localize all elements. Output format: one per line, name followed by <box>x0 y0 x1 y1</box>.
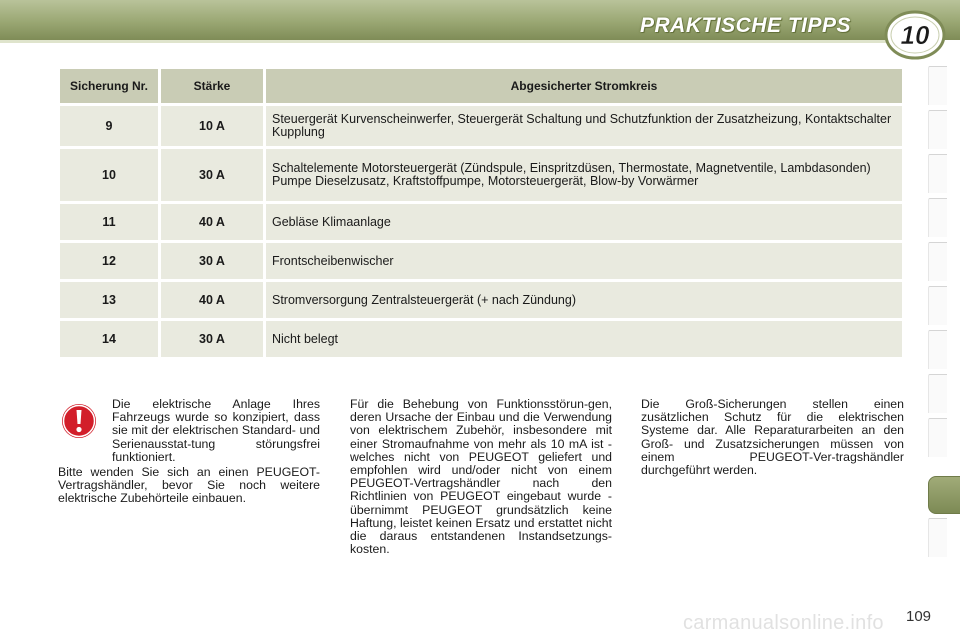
chapter-title: PRAKTISCHE TIPPS <box>640 14 852 37</box>
chapter-tab[interactable] <box>928 66 947 105</box>
col-fuse-number: Sicherung Nr. <box>60 69 158 103</box>
fuse-rating: 30 A <box>161 243 263 279</box>
col-rating: Stärke <box>161 69 263 103</box>
fuse-circuit: Steuergerät Kurvenscheinwerfer, Steuergerät Schaltung und Schutzfunktion der Zusatzheizung, Kontaktschalter Kupplung <box>266 106 902 146</box>
chapter-number: 10 <box>900 20 930 50</box>
maxi-fuses-text: Die Groß-Sicherungen stellen einen zusätzlichen Schutz für die elektrischen Systeme dar. Alle Reparaturarbeiten an den Groß- und Zusatzsicherungen müssen von einem PEUGEOT-Ver-tragshändler durchgeführt werden. <box>641 397 904 478</box>
table-row <box>60 204 902 240</box>
fuse-table <box>57 66 905 360</box>
chapter-number-badge <box>884 10 946 60</box>
fuse-circuit: Frontscheibenwischer <box>266 243 902 279</box>
warning-intro-text: Die elektrische Anlage Ihres Fahrzeugs wurde so konzipiert, dass sie mit der elektrischen Standard- und Serienausstat-tung störungsfrei funktioniert. <box>112 397 320 464</box>
chapter-header <box>0 0 960 52</box>
chapter-tab[interactable] <box>928 374 947 413</box>
chapter-tab[interactable] <box>928 242 947 281</box>
table-row <box>60 243 902 279</box>
fuse-rating: 30 A <box>161 149 263 201</box>
fuse-circuit: Schaltelemente Motorsteuergerät (Zündspule, Einspritzdüsen, Thermostate, Magnetventile, Lambdasonden) Pumpe Dieselzusatz, Kraftstoffpumpe, Motorsteuergerät, Blow-by Vorwärmer <box>266 149 902 201</box>
fuse-number: 14 <box>60 321 158 357</box>
chapter-tab[interactable] <box>928 286 947 325</box>
chapter-tabs <box>928 66 960 576</box>
chapter-tab[interactable] <box>928 154 947 193</box>
chapter-tab[interactable] <box>928 330 947 369</box>
fuse-circuit: Stromversorgung Zentralsteuergerät (+ nach Zündung) <box>266 282 902 318</box>
col-protected-circuit: Abgesicherter Stromkreis <box>266 69 902 103</box>
liability-text: Für die Behebung von Funktionsstörun-gen, deren Ursache der Einbau und die Verwendung von elektrischem Zubehör, insbesondere mit einer Stromaufnahme von mehr als 10 mA ist - welches nicht von PEUGEOT geliefert und empfohlen wird und/oder nicht von einem PEUGEOT-Vertragshändler nach den Richtlinien von PEUGEOT eingebaut wurde - übernimmt PEUGEOT grundsätzlich keine Haftung, leistet keinen Ersatz und erstattet nicht die daraus entstandenen Instandsetzungs-kosten. <box>350 397 612 557</box>
fuse-number: 11 <box>60 204 158 240</box>
exclamation-warning-icon <box>61 403 97 439</box>
fuse-rating: 40 A <box>161 282 263 318</box>
header-underline <box>0 40 900 43</box>
warning-advice-text: Bitte wenden Sie sich an einen PEUGEOT-Vertragshändler, bevor Sie noch weitere elektrische Zubehörteile einbauen. <box>58 465 320 506</box>
fuse-circuit: Nicht belegt <box>266 321 902 357</box>
watermark: carmanualsonline.info <box>683 612 884 634</box>
chapter-tab[interactable] <box>928 418 947 457</box>
fuse-rating: 30 A <box>161 321 263 357</box>
table-header-row <box>60 69 902 103</box>
chapter-tab[interactable] <box>928 518 947 557</box>
chapter-tab-active[interactable] <box>928 476 960 514</box>
page-number: 109 <box>906 608 932 625</box>
fuse-number: 10 <box>60 149 158 201</box>
fuse-number: 9 <box>60 106 158 146</box>
chapter-tab[interactable] <box>928 198 947 237</box>
table-row <box>60 282 902 318</box>
table-row <box>60 149 902 201</box>
fuse-rating: 10 A <box>161 106 263 146</box>
chapter-tab[interactable] <box>928 110 947 149</box>
fuse-number: 13 <box>60 282 158 318</box>
fuse-rating: 40 A <box>161 204 263 240</box>
table-row <box>60 321 902 357</box>
fuse-number: 12 <box>60 243 158 279</box>
fuse-circuit: Gebläse Klimaanlage <box>266 204 902 240</box>
table-row <box>60 106 902 146</box>
